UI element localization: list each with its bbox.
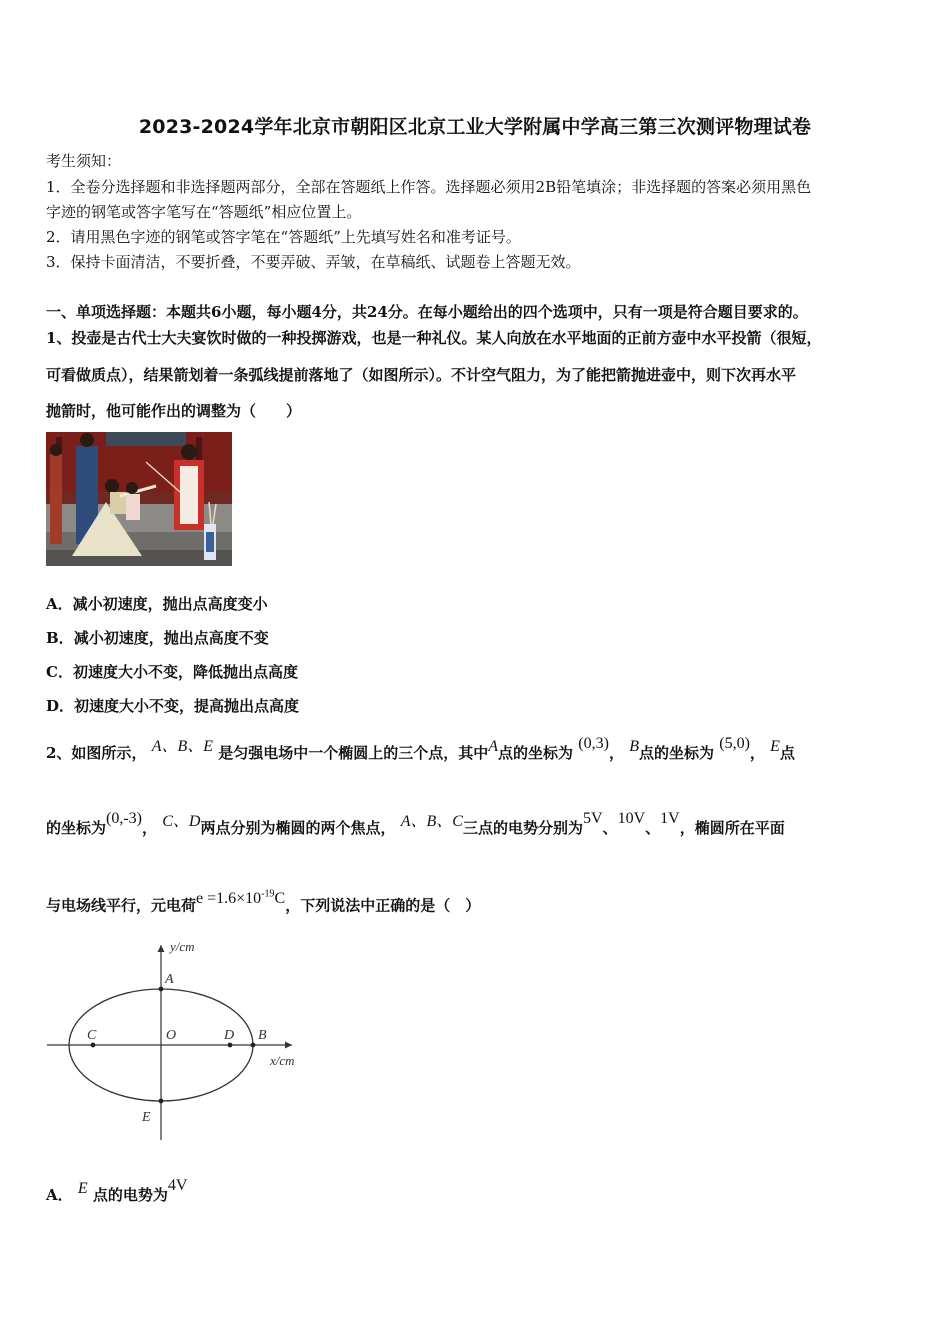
q2-l1-coord-b: (5,0) [719, 735, 750, 752]
q2-l3-charge-unit: C [274, 890, 286, 908]
q1-option-b-text: 减小初速度，抛出点高度不变 [73, 629, 269, 647]
notice-item-3: 3．保持卡面清洁，不要折叠，不要弄破、弄皱，在草稿纸、试题卷上答题无效。 [46, 253, 581, 271]
point-e [159, 1099, 164, 1104]
q2-l1-point-b: B [629, 738, 639, 755]
q2-l1-t6: ， [749, 744, 765, 762]
q1-option-b-letter: B． [46, 629, 74, 647]
q1-option-a-text: 减小初速度，抛出点高度变小 [72, 595, 268, 613]
q2-l2-t7: ，椭圆所在平面 [679, 819, 785, 837]
label-d: D [224, 1028, 235, 1043]
q2-l1-t7: 点 [779, 744, 795, 762]
q1-text-line-1: 1、投壶是古代士大夫宴饮时做的一种投掷游戏，也是一种礼仪。某人向放在水平地面的正前方壶中水平投箭（很短， [46, 329, 822, 347]
q2-text-line-3 [46, 891, 908, 917]
q2-option-a-value: 4V [167, 1177, 188, 1194]
point-c [91, 1043, 96, 1048]
q2-l1-t5: 点的坐标为 [638, 744, 714, 762]
q1-option-c-text: 初速度大小不变，降低抛出点高度 [72, 663, 298, 681]
q1-text-line-2: 可看做质点），结果箭划着一条弧线提前落地了（如图所示）。不计空气阻力，为了能把箭抛进壶中，则下次再水平 [46, 366, 797, 384]
q2-text-line-1 [46, 735, 908, 765]
q2-l2-t5: 、 [602, 819, 618, 837]
point-b [251, 1043, 256, 1048]
q2-l2-potential-c: 1V [660, 810, 680, 827]
touhu-photo [46, 432, 232, 566]
q2-l1-coord-a: (0,3) [578, 735, 609, 752]
notice-item-1-cont: 字迹的钢笔或答字笔写在“答题纸”相应位置上。 [46, 203, 362, 221]
q1-option-a [46, 593, 908, 615]
q2-l2-t6: 、 [645, 819, 661, 837]
q1-option-d-text: 初速度大小不变，提高抛出点高度 [74, 697, 300, 715]
q1-option-d-letter: D． [46, 697, 75, 715]
q2-l1-t2: 是匀强电场中一个椭圆上的三个点，其中 [218, 744, 489, 762]
y-axis-label: y/cm [170, 939, 195, 954]
q2-l1-point-e: E [770, 738, 780, 755]
q2-l2-points: A、B、C [400, 813, 463, 830]
label-a: A [165, 972, 174, 987]
touhu-photo-illustration [46, 432, 232, 566]
section-heading: 一、单项选择题：本题共6小题，每小题4分，共24分。在每小题给出的四个选项中，只有一项是符合题目要求的。 [46, 303, 808, 321]
label-e: E [142, 1110, 151, 1125]
q1-option-c-letter: C． [46, 663, 73, 681]
q2-option-a-text: 点的电势为 [92, 1186, 168, 1204]
q1-text-line-3: 抛箭时，他可能作出的调整为（ ） [46, 402, 302, 420]
q2-l3-t2: ，下列说法中正确的是（ ） [285, 896, 481, 915]
point-d [228, 1043, 233, 1048]
q2-l2-foci: C、D [162, 813, 201, 830]
label-b: B [258, 1028, 267, 1043]
q1-option-b [46, 627, 908, 649]
q2-l3-charge-base: e =1.6×10 [196, 890, 262, 908]
q2-l2-t2: ， [142, 819, 158, 837]
q2-l2-t1: 的坐标为 [46, 819, 107, 837]
q2-l2-potential-b: 10V [617, 810, 646, 827]
exam-title: 2023-2024学年北京市朝阳区北京工业大学附属中学高三第三次测评物理试卷 [138, 116, 812, 138]
ellipse-diagram-svg [42, 935, 312, 1145]
q2-l1-t3: 点的坐标为 [498, 744, 574, 762]
q2-l1-point-a: A [488, 738, 499, 755]
x-axis-label: x/cm [270, 1053, 295, 1068]
notice-item-2: 2．请用黑色字迹的钢笔或答字笔在“答题纸”上先填写姓名和准考证号。 [46, 228, 521, 246]
q2-l3-t1: 与电场线平行，元电荷 [46, 896, 197, 915]
label-c: C [87, 1028, 97, 1043]
q2-l3-charge-exp: -19 [261, 889, 275, 900]
q2-text-line-2 [46, 810, 908, 840]
q2-l2-t3: 两点分别为椭圆的两个焦点， [200, 819, 396, 837]
notice-item-1: 1．全卷分选择题和非选择题两部分，全部在答题纸上作答。选择题必须用2B铅笔填涂；非选择题的答案必须用黑色 [46, 178, 812, 196]
q2-l1-t4: ， [608, 744, 624, 762]
notice-heading: 考生须知： [46, 152, 122, 170]
q2-l3-charge [196, 890, 285, 907]
q2-option-a-point: E [77, 1180, 88, 1197]
point-a [159, 987, 164, 992]
q2-l2-potential-a: 5V [582, 810, 603, 827]
q1-option-a-letter: A． [46, 595, 73, 613]
q2-option-a [46, 1177, 908, 1207]
q2-l2-t4: 三点的电势分别为 [462, 819, 583, 837]
q1-option-c [46, 661, 908, 683]
q1-option-d [46, 695, 908, 717]
ellipse-diagram [42, 935, 312, 1145]
q2-l2-coord-e: (0,-3) [106, 810, 142, 827]
q2-option-a-letter: A． [46, 1186, 73, 1204]
q2-l1-t1: 2、如图所示， [46, 744, 147, 762]
q2-l1-points: A、B、E [151, 738, 214, 755]
label-o: O [166, 1028, 177, 1043]
